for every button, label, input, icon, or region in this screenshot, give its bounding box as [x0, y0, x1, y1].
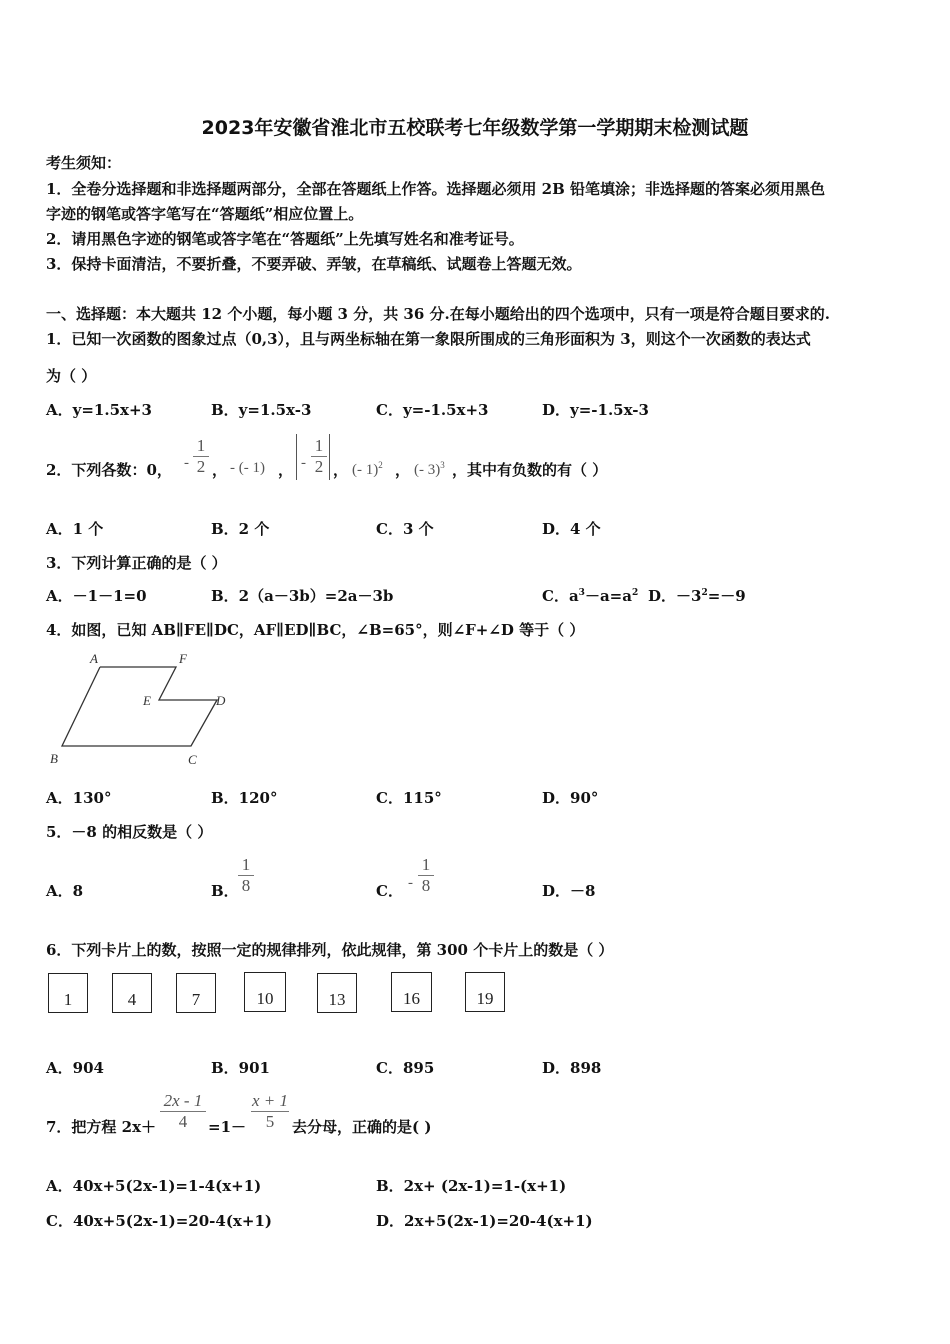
q4-label-c: C: [188, 752, 197, 767]
q4-option-c: C．115°: [376, 789, 442, 807]
q7-suffix: 去分母，正确的是( ): [292, 1118, 432, 1136]
q2-option-a: A．1 个: [46, 520, 104, 538]
q2-option-c: C．3 个: [376, 520, 434, 538]
q7-fraction-1-den: 4: [178, 1112, 188, 1131]
q5-option-c-minus: -: [408, 875, 413, 891]
q2-abs-bar-left: [296, 434, 297, 480]
q6-card-4-value: 10: [256, 989, 274, 1008]
q2-power-1-exp: 2: [378, 460, 383, 470]
q2-fraction: [193, 436, 209, 477]
q6-card-2: [112, 973, 152, 1013]
q7-prefix: 7．把方程 2x＋: [46, 1118, 157, 1136]
q2-suffix: ，其中有负数的有（ ）: [452, 461, 608, 479]
q3-option-c-pre: C．a: [542, 587, 579, 605]
q5-option-c-num: 1: [421, 855, 431, 874]
q6-card-4: [244, 972, 286, 1012]
q5-option-b-label: B．: [211, 882, 239, 900]
q2-abs-minus: -: [301, 455, 306, 471]
q3-option-c-mid: －a=a: [584, 587, 632, 605]
q5-option-c-fraction: [418, 855, 434, 896]
q2-option-d: D．4 个: [542, 520, 601, 538]
q4-label-f: F: [179, 651, 187, 666]
q1-stem: 1．已知一次函数的图象过点（0,3），且与两坐标轴在第一象限所围成的三角形面积为 3，则这个一次函数的表达式: [46, 330, 811, 348]
q5-option-d: D．－8: [542, 882, 596, 900]
q2-abs-fraction: [311, 436, 327, 477]
q6-card-1: [48, 973, 88, 1013]
q5-option-c-label: C．: [376, 882, 403, 900]
q2-power-2-exp: 3: [440, 460, 445, 470]
q2-power-2: [414, 460, 445, 479]
q2-abs-fraction-num: 1: [314, 436, 324, 455]
q3-option-d-pre: D．－3: [648, 587, 702, 605]
q2-neg-neg-one: - (- 1): [230, 460, 265, 476]
q6-option-d: D．898: [542, 1059, 602, 1077]
q3-option-d-post: =－9: [707, 587, 746, 605]
q6-card-3-value: 7: [191, 990, 201, 1009]
section-heading: 一、选择题：本大题共 12 个小题，每小题 3 分，共 36 分.在每小题给出的四个选项中，只有一项是符合题目要求的.: [46, 305, 830, 323]
q7-fraction-2-den: 5: [265, 1112, 275, 1131]
q1-option-a: A．y=1.5x+3: [46, 401, 152, 419]
q2-minus: -: [184, 455, 189, 471]
q6-card-6: [391, 972, 432, 1012]
q4-option-b: B．120°: [211, 789, 278, 807]
q1-stem-cont: 为（ ）: [46, 367, 97, 385]
q6-option-c: C．895: [376, 1059, 435, 1077]
q2-fraction-den: 2: [196, 457, 206, 476]
q2-power-1: [352, 460, 383, 479]
q5-option-b-num: 1: [241, 855, 251, 874]
q2-option-b: B．2 个: [211, 520, 270, 538]
q6-card-1-value: 1: [63, 990, 73, 1009]
notice-line-3: 3．保持卡面清洁，不要折叠，不要弄破、弄皱，在草稿纸、试题卷上答题无效。: [46, 255, 582, 273]
q2-comma-1: ，: [212, 461, 228, 479]
q4-label-a: A: [90, 651, 98, 666]
q5-option-b-fraction: [238, 855, 254, 896]
q6-stem: 6．下列卡片上的数，按照一定的规律排列，依此规律，第 300 个卡片上的数是（ ）: [46, 941, 614, 959]
q2-comma-2: ，: [278, 461, 294, 479]
q4-stem: 4．如图，已知 AB∥FE∥DC，AF∥ED∥BC，∠B=65°，则∠F+∠D 等于（ ）: [46, 621, 585, 639]
q5-option-b-den: 8: [241, 876, 251, 895]
q3-stem: 3．下列计算正确的是（ ）: [46, 554, 227, 572]
q2-prefix: 2．下列各数：0，: [46, 461, 172, 479]
q6-card-6-value: 16: [403, 989, 420, 1008]
q4-label-b: B: [50, 751, 58, 766]
q7-fraction-1-num: 2x - 1: [163, 1091, 203, 1110]
q3-option-c-exp1: 3: [578, 588, 585, 598]
q7-mid: =1－: [208, 1118, 247, 1136]
q7-fraction-1: [160, 1091, 206, 1132]
q5-option-a: A．8: [46, 882, 84, 900]
q6-card-3: [176, 973, 216, 1013]
q2-abs-bar-right: [329, 434, 330, 480]
q2-abs-fraction-den: 2: [314, 457, 324, 476]
q3-option-a: A．－1－1=0: [46, 587, 147, 605]
q2-comma-4: ，: [395, 461, 411, 479]
q1-option-d: D．y=-1.5x-3: [542, 401, 649, 419]
q3-option-d: [648, 585, 746, 606]
notice-line-1: 1．全卷分选择题和非选择题两部分，全部在答题纸上作答。选择题必须用 2B 铅笔填涂；非选择题的答案必须用黑色: [46, 180, 826, 198]
q4-figure-outline: [62, 667, 217, 746]
q2-power-1-base: (- 1): [352, 462, 379, 478]
notice-heading: 考生须知：: [46, 154, 122, 172]
q4-label-d: D: [216, 693, 226, 708]
page-title: 2023年安徽省淮北市五校联考七年级数学第一学期期末检测试题: [201, 117, 749, 139]
q1-option-b: B．y=1.5x-3: [211, 401, 312, 419]
q2-comma-3: ，: [333, 461, 349, 479]
q6-card-2-value: 4: [127, 990, 137, 1009]
q3-option-b: B．2（a－3b）=2a－3b: [211, 587, 394, 605]
q4-option-a: A．130°: [46, 789, 112, 807]
q1-option-c: C．y=-1.5x+3: [376, 401, 489, 419]
q3-option-d-exp: 2: [701, 588, 708, 598]
q3-option-c-exp2: 2: [631, 588, 639, 598]
q5-option-c-den: 8: [421, 876, 431, 895]
q4-figure: [46, 648, 246, 770]
q7-fraction-2-num: x + 1: [251, 1091, 289, 1110]
q4-option-d: D．90°: [542, 789, 599, 807]
q6-card-7-value: 19: [476, 989, 494, 1008]
q6-card-5: [317, 973, 357, 1013]
q4-label-e: E: [143, 693, 151, 708]
q6-option-b: B．901: [211, 1059, 270, 1077]
q7-fraction-2: [251, 1091, 289, 1132]
q6-option-a: A．904: [46, 1059, 104, 1077]
q7-option-c: C．40x+5(2x-1)=20-4(x+1): [46, 1212, 272, 1230]
q3-option-c: [542, 585, 638, 606]
q7-option-d: D．2x+5(2x-1)=20-4(x+1): [376, 1212, 593, 1230]
q6-card-7: [465, 972, 505, 1012]
q2-power-2-base: (- 3): [414, 462, 441, 478]
q6-card-5-value: 13: [328, 990, 346, 1009]
q5-stem: 5．－8 的相反数是（ ）: [46, 823, 213, 841]
q7-option-a: A．40x+5(2x-1)=1-4(x+1): [46, 1177, 262, 1195]
q2-fraction-num: 1: [196, 436, 206, 455]
notice-line-1b: 字迹的钢笔或答字笔写在“答题纸”相应位置上。: [46, 205, 364, 223]
q7-option-b: B．2x+ (2x-1)=1-(x+1): [376, 1177, 567, 1195]
notice-line-2: 2．请用黑色字迹的钢笔或答字笔在“答题纸”上先填写姓名和准考证号。: [46, 230, 524, 248]
